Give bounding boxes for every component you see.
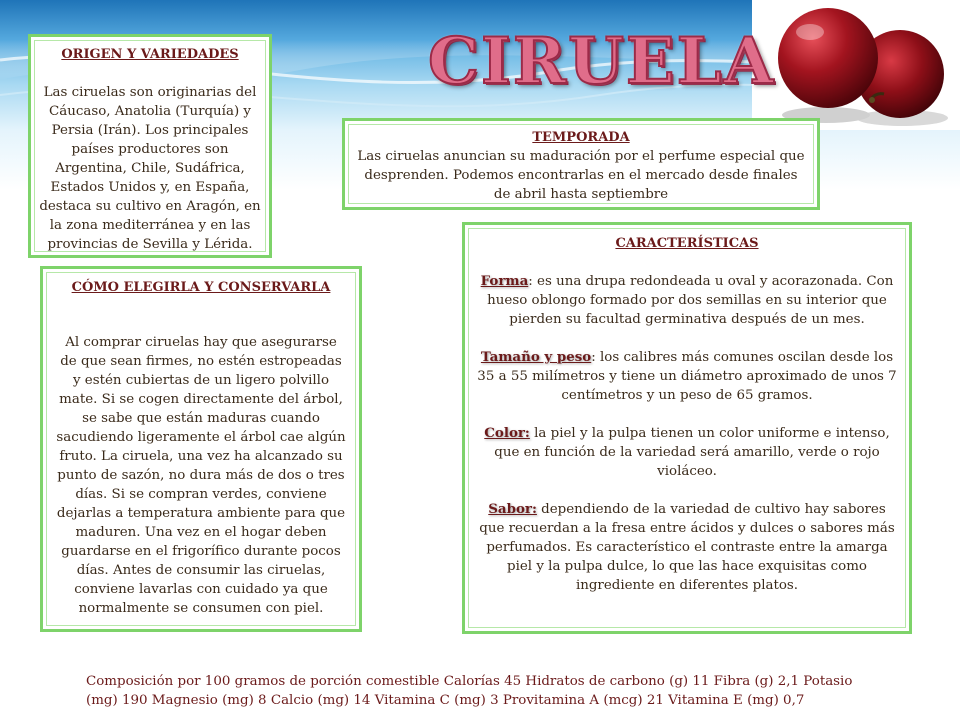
elegir-text: Al comprar ciruelas hay que asegurarse de que sean firmes, no estén estropeadas y estén cubiertas de un ligero polvillo mate. Si se cogen directamente del árbol, se sabe que están maduras cuando sacudiendo ligeramente el árbol cae algún fruto. La ciruela, una vez ha alcanzado su punto de sazón, no dura más de dos o tres días. Si se compran verdes, conviene dejarlas a temperatura ambiente para que maduren. Una vez en el hogar deben guardarse en el frigorífico durante pocos días. Antes de consumir las ciruelas, conviene lavarlas con cuidado ya que normalmente se consumen con piel.	[56, 335, 346, 616]
color-term: Color:	[484, 425, 530, 441]
tamano-term: Tamaño y peso	[480, 349, 592, 365]
forma-paragraph	[477, 272, 897, 329]
tamano-text: : los calibres más comunes oscilan desde los 35 a 55 milímetros y tiene un diámetro aproximado de unos 7 centímetros y un peso de 65 gramos.	[477, 350, 897, 403]
caracteristicas-heading: CARACTERÍSTICAS	[615, 236, 759, 251]
caracteristicas-box	[462, 222, 912, 634]
page-title: CIRUELA	[428, 24, 776, 99]
forma-text: : es una drupa redondeada u oval y acorazonada. Con hueso oblongo formado por dos semillas en su interior que pierden su facultad germinativa después de un mes.	[487, 274, 894, 327]
origen-text: Las ciruelas son originarias del Cáucaso, Anatolia (Turquía) y Persia (Irán). Los principales países productores son Argentina, Chile, Sudáfrica, Estados Unidos y, en España, destaca su cultivo en Aragón, en la zona mediterránea y en las provincias de Sevilla y Lérida.	[39, 85, 261, 252]
elegir-heading: CÓMO ELEGIRLA Y CONSERVARLA	[71, 280, 331, 295]
elegir-box	[40, 266, 362, 632]
plum-photo-icon	[752, 0, 960, 130]
temporada-box	[342, 118, 820, 210]
temporada-text: Las ciruelas anuncian su maduración por el perfume especial que desprenden. Podemos encontrarlas en el mercado desde finales de abril hasta septiembre	[357, 149, 805, 202]
sabor-paragraph	[477, 500, 897, 595]
origen-box	[28, 34, 272, 258]
sabor-text: dependiendo de la variedad de cultivo hay sabores que recuerdan a la fresa entre ácidos y dulces o sabores más perfumados. Es característico el contraste entre la amarga piel y la pulpa dulce, lo que las hace exquisitas como ingrediente en diferentes platos.	[479, 502, 895, 593]
temporada-heading: TEMPORADA	[532, 130, 630, 145]
composicion-text: Composición por 100 gramos de porción comestible Calorías 45 Hidratos de carbono (g) 11 Fibra (g) 2,1 Potasio (mg) 190 Magnesio (mg) 8 Calcio (mg) 14 Vitamina C (mg) 3 Provitamina A (mcg) 21 Vitamina E (mg) 0,7	[86, 674, 853, 708]
color-paragraph	[477, 424, 897, 481]
color-text: la piel y la pulpa tienen un color uniforme e intenso, que en función de la variedad será amarillo, verde o rojo violáceo.	[494, 426, 890, 479]
tamano-paragraph	[477, 348, 897, 405]
sabor-term: Sabor:	[488, 501, 537, 517]
forma-term: Forma	[480, 273, 529, 289]
plum-photo	[752, 0, 960, 130]
origen-heading: ORIGEN Y VARIEDADES	[61, 47, 239, 62]
